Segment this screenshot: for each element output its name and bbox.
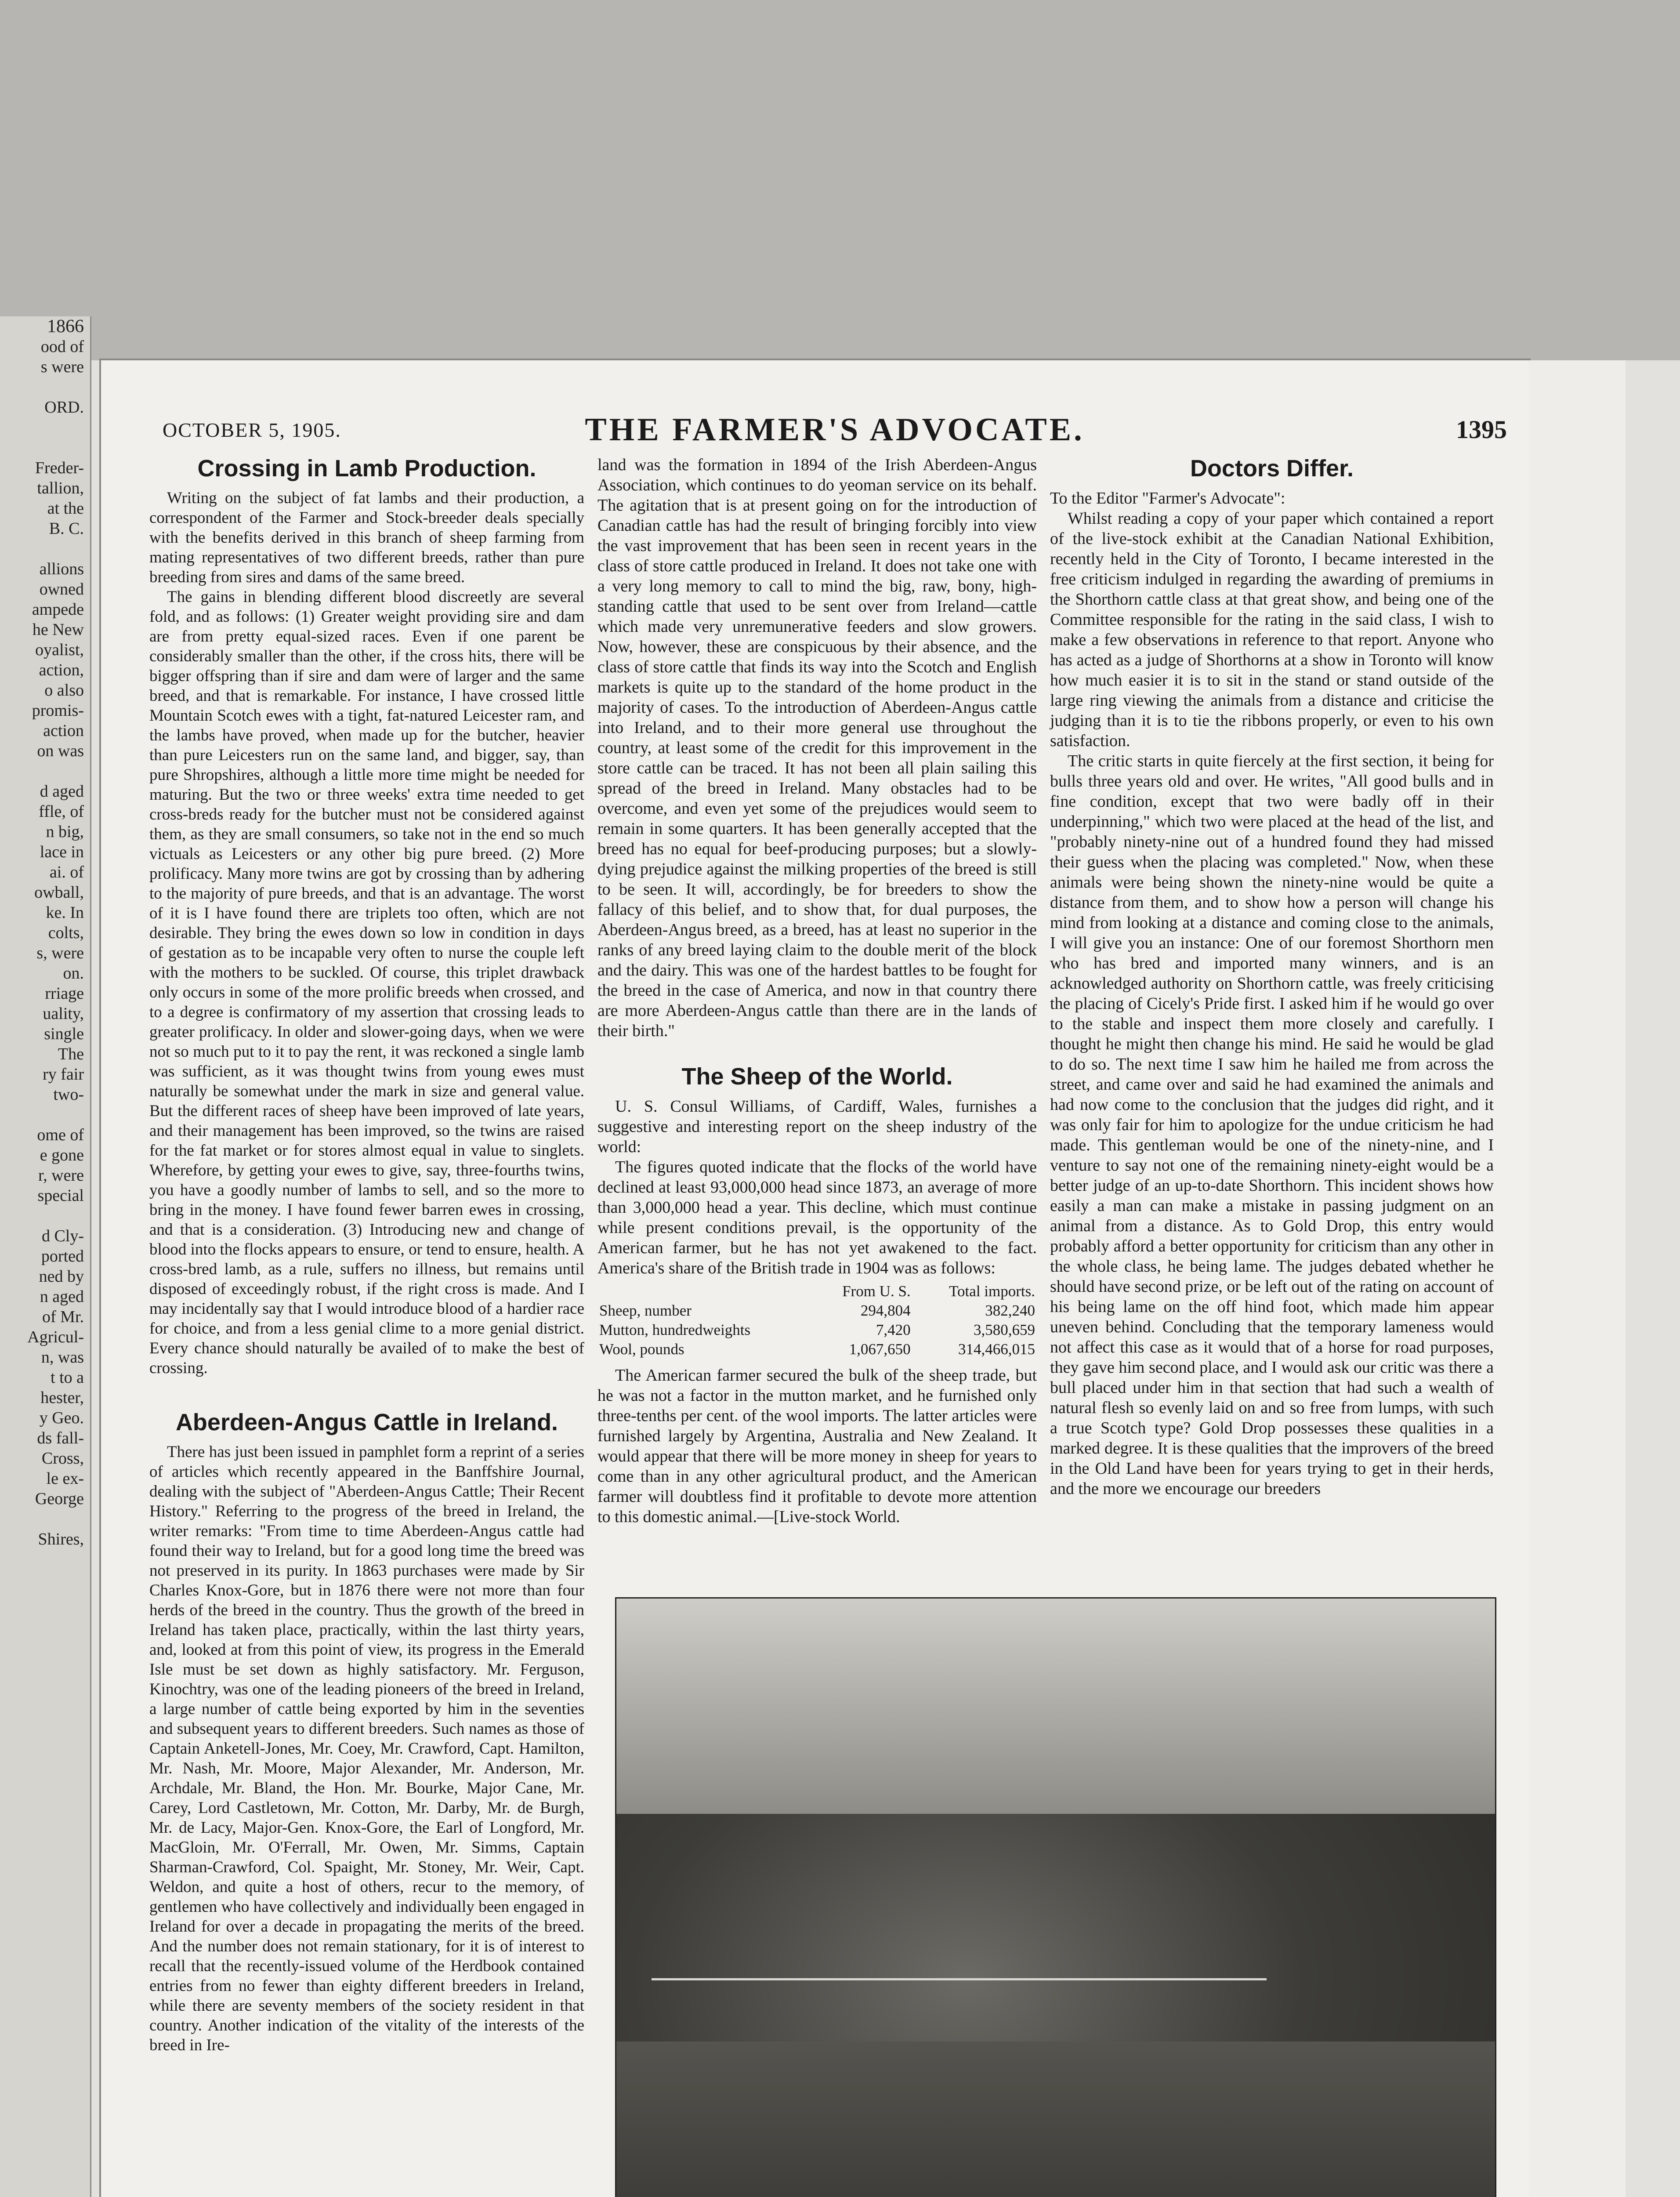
table-cell: 1,067,650 — [849, 1341, 911, 1358]
adjacent-page-line: two- — [53, 1085, 84, 1104]
table-row — [597, 1320, 1037, 1340]
adjacent-page-line — [0, 438, 90, 458]
adjacent-page-line: The — [58, 1045, 84, 1063]
adjacent-page-line — [0, 539, 90, 559]
photo-sky — [616, 1599, 1495, 1814]
adjacent-page-number: 1866 — [47, 316, 84, 337]
adjacent-page-lines — [0, 337, 90, 1549]
adjacent-page-line: at the — [47, 499, 84, 518]
adjacent-page-line: r, were — [38, 1166, 84, 1185]
table-header: Total imports. — [949, 1283, 1035, 1300]
article-paragraph: The gains in blending different blood discreetly are several fold, and as follows: (1) Greater weight providing sire and dam are from pretty equal-sized races. Even if one parent be considerably smaller than the other, if the cross hits, there will be bigger offspring than if sire and dam were of larger and the same breed, and that is remarkable. For instance, I have crossed little Mountain Scotch ewes with a tight, fat-natured Leicester ram, and the lambs have proved, when made up for the butcher, heavier than pure Leicesters run on the same land, and bigger, say, than pure Shropshires, although a little more time might be needed for maturing. But the two or three weeks' extra time needed to get cross-breds ready for the butcher must not be considered against them, as they are small consumers, so take not in the end so much victuals as Leicesters or any other big pure breed. (2) More prolificacy. Many more twins are got by crossing than by adhering to the majority of pure breeds, and that is an advantage. The worst of it is I have found there are triplets too often, which are not desirable. They bring the ewes down so low in condition in days of gestation as to be incapable very often to nurse the couple left with the mothers to be suckled. Of course, this triplet drawback only occurs in some of the more prolific breeds when crossed, and to a degree is confirmatory of my assertion that crossing leads to greater prolificacy. In older and slower-going days, when we were not so much put to it to pay the rent, it was reckoned a single lamb was sufficient, as it was thought twins from young ewes must naturally be somewhat under the mark in size and general value. But the different races of sheep have been improved of late years, and their management has been improved, so the twins are raised for the fat market or for stores almost equal in value to singlets. Wherefore, by getting your ewes to give, say, three-fourths twins, you have a goodly number of lambs to sell, and so the more to bring in the money. I have found fewer barren ewes in crossing, and that is a consideration. (3) Introducing new and change of blood into the flocks appears to ensure, or tend to ensure, health. A cross-bred lamb, as a rule, suffers no illness, but remains until disposed of exceedingly robust, if the right cross is made. And I may incidentally say that I would introduce blood of a hardier race for choice, and from a less genial clime to a more genial district. Every chance should naturally be availed of to make the best of crossing. — [149, 588, 584, 1377]
adjacent-page-line: B. C. — [49, 519, 84, 538]
adjacent-page-sliver — [0, 316, 91, 2197]
adjacent-page-line: allions — [39, 560, 84, 578]
article-title: Crossing in Lamb Production. — [197, 455, 536, 482]
article-paragraph: U. S. Consul Williams, of Cardiff, Wales, furnishes a suggestive and interesting report on the sheep industry of the world: — [597, 1097, 1037, 1156]
letter-salutation: To the Editor "Farmer's Advocate": — [1050, 489, 1285, 508]
photo-field — [616, 2041, 1495, 2197]
adjacent-page-line: single — [44, 1025, 84, 1043]
page-number: 1395 — [1456, 415, 1507, 444]
article-continuation: land was the formation in 1894 of the Irish Aberdeen-Angus Association, which continues to do yeoman service on its behalf. The agitation that is at present going on for the introduction of Canadian cattle has had the result of bringing forcibly into view the vast improvement that has been seen in recent years in the class of store cattle produced in Ireland. It does not take one with a very long memory to call to mind the big, raw, bony, high-standing cattle that used to be sent over from Ireland—cattle which made very unremunerative feeders and slow growers. Now, however, these are conspicuous by their absence, and the class of store cattle that finds its way into the Scotch and English markets is quite up to the standard of the home product in the majority of cases. To the introduction of Aberdeen-Angus cattle into Ireland, and to their more general use throughout the country, at least some of the credit for this improvement in the store cattle can be traced. It has not been all plain sailing this spread of the breed in Ireland. Many obstacles had to be overcome, and even yet some of the prejudices would seem to remain in some quarters. It has been generally accepted that the breed has no equal for beef-producing purposes; but a slowly-dying prejudice against the milking properties of the breed is still to be seen. It will, accordingly, be for breeders to show the fallacy of this belief, and to show that, for dual purposes, the Aberdeen-Angus breed, as a breed, has at least no superior in the ranks of any breed laying claim to the double merit of the block and the dairy. This was one of the hardest battles to be fought for the breed in the case of America, and now in that country there are more Aberdeen-Angus cattle than there are in the lands of their birth." — [597, 456, 1037, 1040]
adjacent-page-line: oyalist, — [35, 641, 84, 659]
adjacent-page-line: e gone — [40, 1146, 84, 1164]
adjacent-page-line — [0, 1105, 90, 1125]
adjacent-page-line: ORD. — [44, 398, 84, 417]
adjacent-page-line: ke. In — [46, 903, 84, 922]
adjacent-page-line: n aged — [40, 1287, 84, 1306]
article-paragraph: The American farmer secured the bulk of the sheep trade, but he was not a factor in the mutton market, and he furnished only three-tenths per cent. of the wool imports. The latter articles were furnished largely by Argentina, Australia and New Zealand. It would appear that there will be more money in sheep for years to come than in any other agricultural product, and the American farmer will doubtless find it profitable to devote more attention to this domestic animal.—[Live-stock World. — [597, 1366, 1037, 1526]
adjacent-page-line: y Geo. — [39, 1409, 84, 1427]
adjacent-page-line: rriage — [45, 984, 84, 1003]
table-header: From U. S. — [842, 1283, 911, 1300]
adjacent-page-line — [0, 1509, 90, 1529]
adjacent-page-line — [0, 1206, 90, 1226]
table-cell: 382,240 — [985, 1302, 1035, 1319]
adjacent-page-line: ood of — [40, 337, 84, 356]
adjacent-page-line: s were — [40, 358, 84, 376]
table-cell: 294,804 — [860, 1302, 911, 1319]
article-paragraph: The critic starts in quite fiercely at the first section, it being for bulls three years old and over. He writes, "All good bulls and in fine condition, except that two were badly off in their underpinning," which two were placed at the head of the list, and "probably ninety-nine out of a hundred found they had missed their guess when the placing was completed." Now, when these animals were being shown the ninety-nine would be quite a distance from them, and to show how a person will change his mind from looking at a distance and coming close to the animals, I will give you an instance: One of our foremost Shorthorn men who has bred and imported many winners, and is an acknowledged authority on Shorthorn cattle, was freely criticising the placing of Cicely's Pride first. I asked him if he would go over to the stable and inspect them more closely and carefully. I thought he might then change his mind. He said he would be glad to do so. The next time I saw him he hailed me from across the street, and came over and said he had examined the animals and had now come to the conclusion that the judges did right, and it was only fair for him to apologize for the undue criticism he had made. This gentleman would be one of the ninety-nine, and I venture to say not one of the remaining ninety-eight would be a better judge of an up-to-date Shorthorn. This incident shows how easily a man can make a mistake in passing judgment on an animal from a distance. As to Gold Drop, this entry would probably afford a better opportunity for criticism than any other in the whole class, he being lame. The judges debated whether he should have second prize, or be left out of the rating on account of his being lame on the off hind foot, which made him appear uneven behind. Concluding that the temporary lameness would not affect this case as it would that of a horse for road purposes, they gave him second place, and I would ask our critic was there a bull placed under him in that section that had such a wealth of natural flesh so evenly laid on and so free from lumps, with such a true Scotch type? Gold Drop possesses these qualities in a marked degree. It is these qualities that the improvers of the breed in the Old Land have been for years trying to get in their herds, and the more we encourage our breeders — [1050, 752, 1494, 1498]
column-1 — [149, 455, 584, 2055]
article-title: The Sheep of the World. — [681, 1063, 953, 1090]
article-title: Doctors Differ. — [1190, 455, 1354, 482]
adjacent-page-line: Freder- — [35, 459, 84, 477]
adjacent-page-line: lace in — [40, 843, 84, 861]
adjacent-page-line — [0, 417, 90, 438]
adjacent-page-line: Cross, — [41, 1449, 84, 1468]
adjacent-page-line: ampede — [32, 600, 84, 619]
adjacent-page-line: ported — [41, 1247, 84, 1265]
right-margin — [1529, 360, 1626, 2197]
adjacent-page-line: Agricul- — [27, 1328, 84, 1346]
adjacent-page-line: o also — [44, 681, 84, 700]
adjacent-page-line: promis- — [32, 701, 84, 720]
adjacent-page-line: George — [35, 1490, 84, 1508]
adjacent-page-line: special — [37, 1186, 84, 1205]
adjacent-page-line: ry fair — [43, 1065, 84, 1084]
issue-date: OCTOBER 5, 1905. — [163, 419, 341, 441]
photo-fence — [652, 1978, 1267, 2045]
article-paragraph: Whilst reading a copy of your paper which contained a report of the live-stock exhibit at the Canadian National Exhibition, recently held in the City of Toronto, I became interested in the free criticism indulged in regarding the awarding of premiums in the Shorthorn cattle class at that great show, and being one of the Committee responsible for the rating in the said class, I wish to make a few observations in reference to that report. Anyone who has acted as a judge of Shorthorns at a show in Toronto will know how much easier it is to sit in the stand or stand outside of the large ring viewing the animals from a distance and criticise the judging than it is to tie the ribbons properly, or even to his own satisfaction. — [1050, 509, 1494, 750]
table-header — [597, 1282, 812, 1301]
road-photograph — [615, 1597, 1496, 2197]
adjacent-page-line: t to a — [51, 1368, 84, 1387]
adjacent-page-line: of Mr. — [42, 1308, 84, 1326]
table-cell: Wool, pounds — [599, 1341, 684, 1358]
article-paragraph: There has just been issued in pamphlet form a reprint of a series of articles which recently appeared in the Banffshire Journal, dealing with the subject of "Aberdeen-Angus Cattle; Their Recent History." Referring to the progress of the breed in Ireland, the writer remarks: "From time to time Aberdeen-Angus cattle had found their way to Ireland, but for a good long time the breed was not preserved in its purity. In 1863 purchases were made by Sir Charles Knox-Gore, but in 1876 there were not more than four herds of the breed in the country. Thus the growth of the breed in Ireland has taken place, practically, within the last thirty years, and, looked at from this point of view, its progress in the Emerald Isle must be set down as highly satisfactory. Mr. Ferguson, Kinochtry, was one of the leading pioneers of the breed in Ireland, a large number of cattle being exported by him in the seventies and subsequent years to different breeders. Such names as those of Captain Anketell-Jones, Mr. Coey, Mr. Crawford, Capt. Hamilton, Mr. Nash, Mr. Moore, Major Alexander, Mr. Anderson, Mr. Archdale, Mr. Bland, the Hon. Mr. Bourke, Major Cane, Mr. Carey, Lord Castletown, Mr. Cotton, Mr. Darby, Mr. de Burgh, Mr. de Lacy, Major-Gen. Knox-Gore, the Earl of Longford, Mr. MacGloin, Mr. O'Ferrall, Mr. Owen, Mr. Simms, Captain Sharman-Crawford, Col. Spaight, Mr. Stoney, Mr. Weir, Capt. Weldon, and quite a host of others, recur to the memory, of gentlemen who have collectively and individually been engaged in Ireland for over a decade in propagating the merits of the breed. And the number does not remain stationary, for it is of interest to recall that the recently-issued volume of the Herdbook contained entries from no fewer than eighty different breeders in Ireland, while there are seventy members of the society resident in that country. Another indication of the vitality of the interests of the breed in Ire- — [149, 1443, 584, 2054]
table-cell: 314,466,015 — [958, 1341, 1035, 1358]
adjacent-page-line: action, — [39, 661, 84, 679]
adjacent-page-line: ffle, of — [39, 802, 84, 821]
scanner-background — [0, 0, 1680, 360]
adjacent-page-line: hester, — [40, 1389, 84, 1407]
adjacent-page-line: he New — [32, 620, 84, 639]
table-row — [597, 1340, 1037, 1359]
adjacent-page-line: ai. of — [49, 863, 84, 881]
adjacent-page-line — [0, 761, 90, 781]
newspaper-page — [101, 360, 1529, 2197]
adjacent-page-line: n, was — [41, 1348, 84, 1367]
table-cell: 3,580,659 — [974, 1321, 1035, 1338]
adjacent-page-line: le ex- — [46, 1469, 84, 1488]
table-cell: 7,420 — [876, 1321, 911, 1338]
adjacent-page-line: on was — [37, 742, 84, 760]
adjacent-page-line: action — [43, 721, 84, 740]
masthead: THE FARMER'S ADVOCATE. — [585, 412, 1085, 448]
adjacent-page-line: owball, — [34, 883, 84, 902]
article-title: Aberdeen-Angus Cattle in Ireland. — [175, 1409, 558, 1436]
column-3 — [1050, 455, 1494, 1499]
adjacent-page-line: Shires, — [38, 1530, 84, 1548]
table-header-row — [597, 1282, 1037, 1301]
adjacent-page-line: n big, — [46, 823, 84, 841]
adjacent-page-line — [0, 377, 90, 397]
article-paragraph: Writing on the subject of fat lambs and their production, a correspondent of the Farmer and Stock-breeder deals specially with the benefits derived in this branch of sheep farming from mating representatives of two different breeds, rather than pure breeding from sires and dams of the same breed. — [149, 489, 584, 586]
table-row — [597, 1301, 1037, 1320]
table-cell: Sheep, number — [599, 1302, 692, 1319]
adjacent-page-line: ome of — [37, 1126, 84, 1144]
trade-table — [597, 1282, 1037, 1359]
table-cell: Mutton, hundredweights — [599, 1321, 751, 1338]
adjacent-page-line: d aged — [40, 782, 84, 801]
adjacent-page-line: owned — [39, 580, 84, 598]
adjacent-page-line: on. — [63, 964, 84, 982]
column-2 — [597, 455, 1037, 1527]
adjacent-page-line: uality, — [43, 1004, 84, 1023]
adjacent-page-line: d Cly- — [41, 1227, 84, 1245]
adjacent-page-line: ned by — [39, 1267, 84, 1286]
adjacent-page-line: tallion, — [37, 479, 84, 497]
adjacent-page-line: s, were — [36, 944, 84, 962]
article-paragraph: The figures quoted indicate that the flocks of the world have declined at least 93,000,000 head since 1873, an average of more than 3,000,000 head a year. This decline, which must continue while present conditions prevail, is the opportunity of the American farmer, but he has not yet awakened to the fact. America's share of the British trade in 1904 was as follows: — [597, 1158, 1037, 1277]
adjacent-page-line: ds fall- — [37, 1429, 84, 1447]
adjacent-page-line: colts, — [48, 924, 84, 942]
page-header — [163, 409, 1507, 448]
